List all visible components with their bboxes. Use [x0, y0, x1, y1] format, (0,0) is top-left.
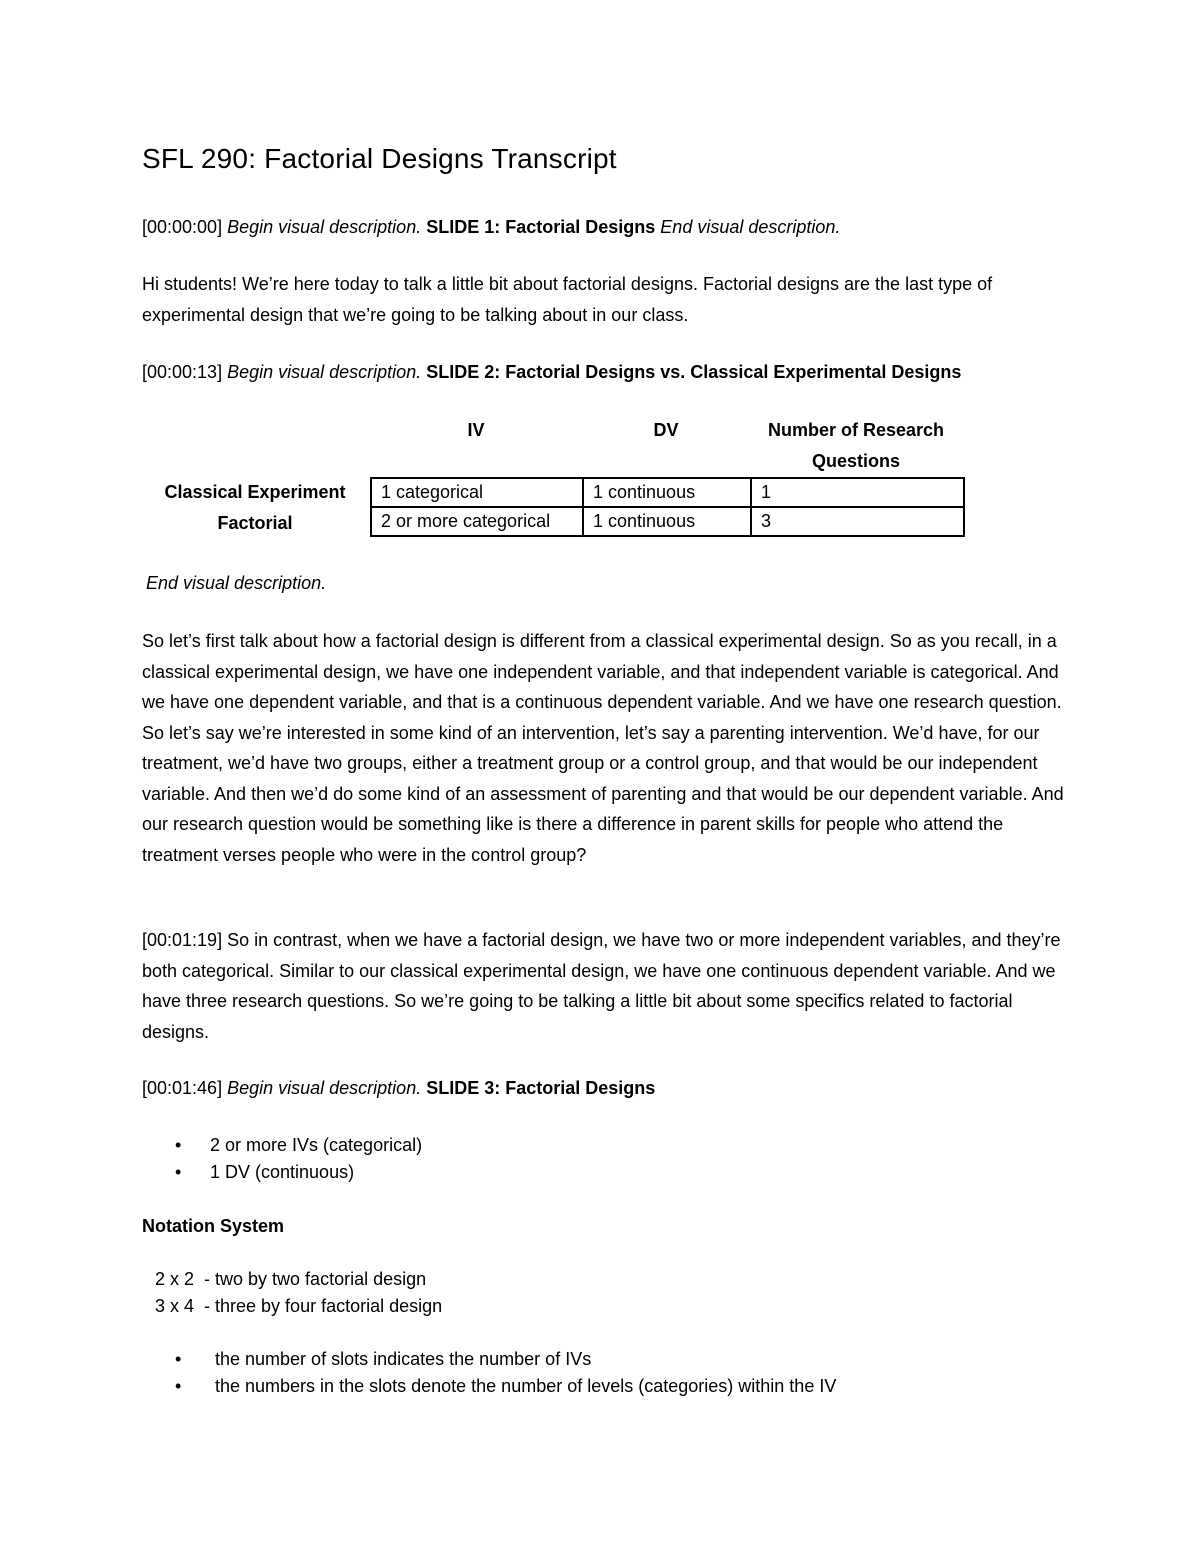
design-bullet-list	[142, 1132, 422, 1186]
section-heading: Notation System	[142, 1216, 285, 1236]
contrast-paragraph	[142, 925, 1072, 1047]
list-item	[142, 1159, 422, 1186]
slide-title: SLIDE 3: Factorial Designs	[426, 1078, 656, 1098]
table-row-label: Factorial	[217, 513, 293, 533]
bullet-icon: •	[175, 1376, 182, 1396]
table-cell: 2 or more categorical	[371, 507, 583, 536]
table-header-iv: IV	[467, 420, 485, 440]
notation-line: 3 x 4 - three by four factorial design	[155, 1296, 443, 1316]
slide-title: SLIDE 1: Factorial Designs	[426, 217, 656, 237]
slide1-paragraph	[142, 212, 1072, 243]
table-header-dv: DV	[653, 420, 679, 440]
list-item	[142, 1346, 836, 1373]
comparison-table	[370, 477, 965, 537]
bullet-icon: •	[175, 1135, 182, 1155]
table-row	[371, 478, 964, 507]
list-item	[142, 1373, 836, 1400]
paragraph-text: So in contrast, when we have a factorial design, we have two or more independent variables, and they’re both categorical. Similar to our classical experimental design, we have one continuous dependent variable. And we have three research questions. So we’re going to be talking a little bit about some specifics related to factorial designs.	[142, 930, 1061, 1042]
slide-title: SLIDE 2: Factorial Designs vs. Classical Experimental Designs	[426, 362, 962, 382]
slide2-paragraph	[142, 357, 1072, 388]
list-item-text: 2 or more IVs (categorical)	[210, 1135, 423, 1155]
table-header-questions: Number of Research Questions	[767, 420, 945, 471]
visual-end-paragraph	[146, 568, 1076, 599]
visual-begin: Begin visual description.	[227, 1078, 422, 1098]
timestamp: [00:01:46]	[142, 1078, 223, 1098]
timestamp: [00:00:13]	[142, 362, 223, 382]
notation-bullet-list	[142, 1346, 836, 1400]
table-cell: 1	[751, 478, 964, 507]
bullet-icon: •	[175, 1349, 182, 1369]
visual-begin: Begin visual description.	[227, 217, 422, 237]
table-cell: 3	[751, 507, 964, 536]
slide3-paragraph	[142, 1073, 1072, 1104]
timestamp: [00:01:19]	[142, 930, 223, 950]
visual-begin: Begin visual description.	[227, 362, 422, 382]
table-cell: 1 continuous	[583, 507, 751, 536]
table-row	[371, 507, 964, 536]
notation-line: 2 x 2 - two by two factorial design	[155, 1269, 427, 1289]
notation-heading	[142, 1211, 1072, 1242]
visual-end: End visual description.	[660, 217, 841, 237]
intro-paragraph: Hi students! We’re here today to talk a little bit about factorial designs. Factorial designs are the last type of experimental design that we’re going to be talking about in our class.	[142, 274, 993, 325]
timestamp: [00:00:00]	[142, 217, 223, 237]
table-row-label: Classical Experiment	[164, 482, 346, 502]
visual-end: End visual description.	[146, 573, 327, 593]
bullet-icon: •	[175, 1162, 182, 1182]
list-item-text: the numbers in the slots denote the number of levels (categories) within the IV	[215, 1376, 837, 1396]
page-title: SFL 290: Factorial Designs Transcript	[142, 143, 617, 174]
comparison-paragraph: So let’s first talk about how a factorial design is different from a classical experimental design. So as you recall, in a classical experimental design, we have one independent variable, and that independent variable is categorical. And we have one dependent variable, and that is a continuous dependent variable. And we have one research question. So let’s say we’re interested in some kind of an intervention, let’s say a parenting intervention. We’d have, for our treatment, we’d have two groups, either a treatment group or a control group, and that would be our independent variable. And then we’d do some kind of an assessment of parenting and that would be our dependent variable. And our research question would be something like is there a difference in parent skills for people who attend the treatment verses people who were in the control group?	[142, 631, 1064, 865]
list-item-text: 1 DV (continuous)	[210, 1162, 355, 1182]
table-cell: 1 categorical	[371, 478, 583, 507]
list-item-text: the number of slots indicates the number of IVs	[215, 1349, 592, 1369]
table-cell: 1 continuous	[583, 478, 751, 507]
list-item	[142, 1132, 422, 1159]
